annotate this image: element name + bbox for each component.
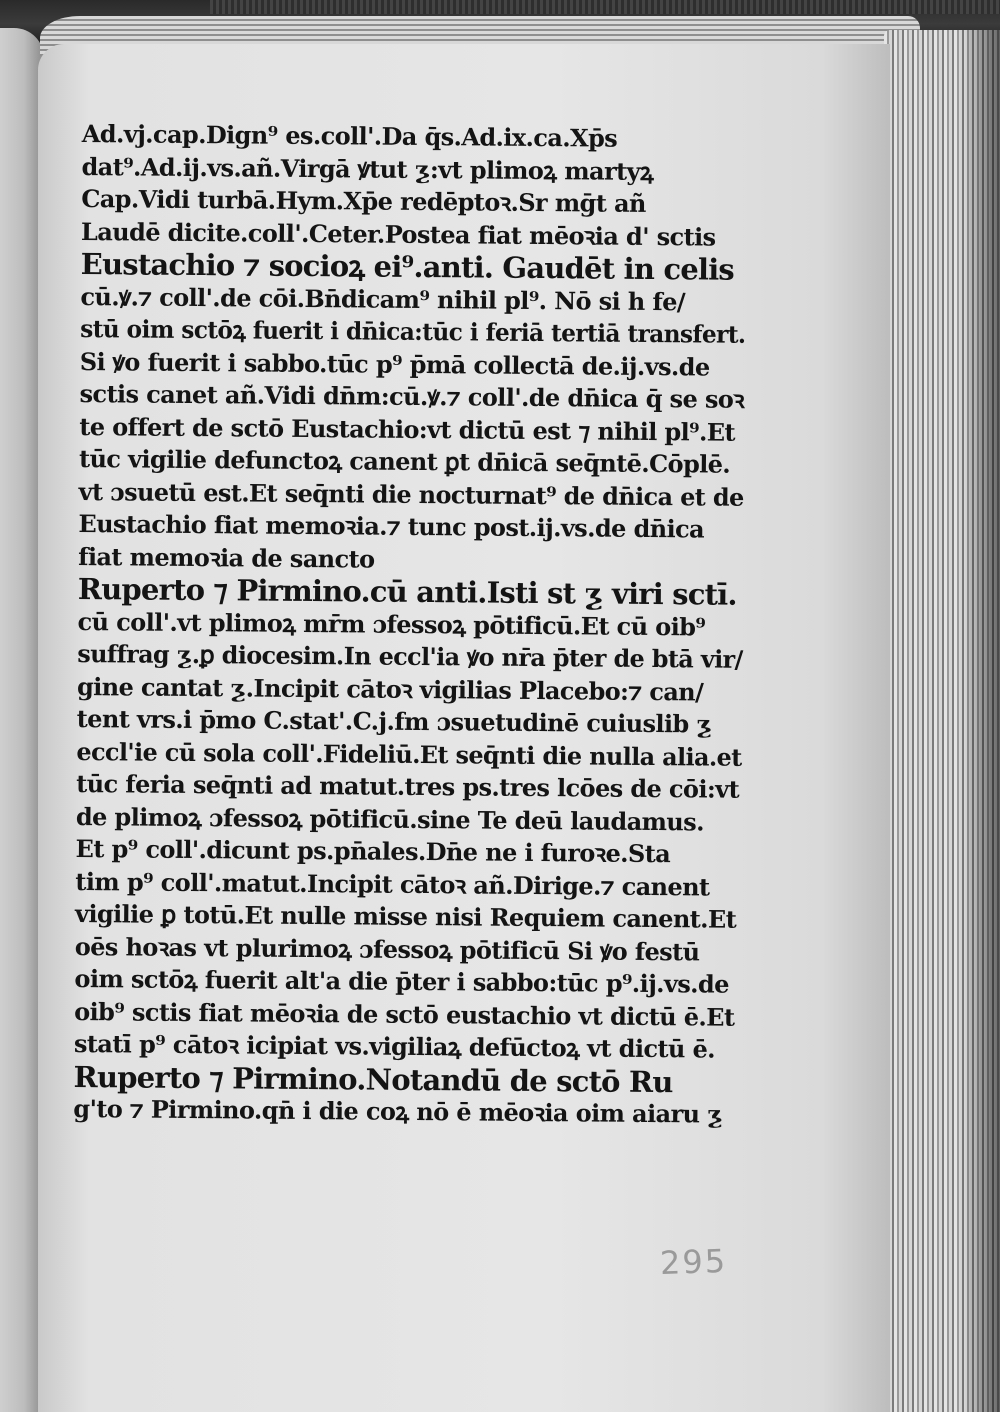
text-line: gine cantat ƺ.Incipit cātoꝛ vigilias Placebo:⁊ can/ [76, 671, 704, 706]
text-line: tent vrs.i p̄mo C.stat'.C.j.fm ɔsuetudinē cuiuslib ƺ [76, 703, 712, 739]
text-line: oib⁹ sctis fiat mēoꝛia de sctō eustachio vt dictū ē.Et [74, 996, 735, 1032]
text-line: Ruperto ⁊ Pirmino.Notandū de sctō Ru [73, 1059, 673, 1099]
text-line: Eustachio ⁊ socioꝝ ei⁹.anti. Gaudēt in celis [80, 246, 735, 287]
text-line: g'to ⁊ Pirmino.qn̄ i die coꝝ nō ē mēoꝛia oim aiaru ƺ [73, 1093, 723, 1129]
text-line: tūc vigilie defunctoꝝ canent ꝑt dn̄icā seq̄ntē.Cōplē. [78, 443, 731, 479]
text-line: vigilie ꝑ totū.Et nulle misse nisi Requiem canent.Et [74, 898, 737, 934]
text-line: eccl'ie cū sola coll'.Fideliū.Et seq̄nti die nulla alia.et [76, 736, 742, 772]
text-line: statī p⁹ cātoꝛ icipiat vs.vigiliaꝝ defūctoꝝ vt dictū ē. [73, 1028, 716, 1064]
text-line: de plimoꝝ ɔfessoꝝ pōtificū.sine Te deū laudamus. [75, 801, 705, 836]
text-line: stū oim sctōꝝ fuerit i dn̄ica:tūc i feriā tertiā transfert. [80, 313, 746, 349]
text-line: vt ɔsuetū est.Et seq̄nti die nocturnat⁹ de dn̄ica et de [78, 476, 744, 512]
text-line: tim p⁹ coll'.matut.Incipit cātoꝛ añ.Dirige.⁊ canent [75, 866, 710, 902]
text-line: sctis canet añ.Vidi dn̄m:cū.ꝟ.⁊ coll'.de dn̄ica q̄ se soꝛ [79, 378, 745, 414]
folio-number: 295 [659, 1241, 728, 1283]
text-line: Si ꝟo fuerit i sabbo.tūc p⁹ p̄mā collectā de.ij.vs.de [79, 346, 710, 381]
text-line: suffrag ƺ.ꝑ diocesim.In eccl'ia ꝟo nr̄a p̄ter de btā vir/ [77, 638, 743, 674]
text-line: Ad.vj.cap.Dign⁹ es.coll'.Da q̄s.Ad.ix.ca.Xp̄s [81, 118, 618, 153]
text-line: te offert de sctō Eustachio:vt dictū est ⁊ nihil pl⁹.Et [79, 411, 736, 447]
text-line: Ruperto ⁊ Pirmino.cū anti.Isti st ƺ viri sctī. [77, 571, 737, 612]
text-line: oim sctōꝝ fuerit alt'a die p̄ter i sabbo:tūc p⁹.ij.vs.de [74, 963, 729, 999]
text-line: Laudē dicite.coll'.Ceter.Postea fiat mēoꝛia d' sctis [80, 216, 716, 252]
text-line: cū coll'.vt plimoꝝ mr̄m ɔfessoꝝ pōtificū.Et cū oib⁹ [77, 606, 706, 641]
text-line: cū.ꝟ.⁊ coll'.de cōi.Bn̄dicam⁹ nihil pl⁹. Nō si h fe/ [80, 281, 686, 316]
text-line: dat⁹.Ad.ij.vs.añ.Virgā ꝟtut ƺ:vt plimoꝝ martyꝝ [81, 151, 654, 186]
text-line: Cap.Vidi turbā.Hym.Xp̄e redēptoꝛ.Sr mḡt añ [81, 183, 646, 218]
text-line: fiat memoꝛia de sancto [78, 541, 375, 574]
text-line: oēs hoꝛas vt plurimoꝝ ɔfessoꝝ pōtificū Si ꝟo festū [74, 931, 700, 966]
text-line: Eustachio fiat memoꝛia.⁊ tunc post.ij.vs.de dn̄ica [78, 508, 705, 544]
text-line: tūc feria seq̄nti ad matut.tres ps.tres lcōes de cōi:vt [76, 768, 740, 804]
text-line: Et p⁹ coll'.dicunt ps.pn̄ales.Dn̄e ne i furoꝛe.Sta [75, 833, 671, 869]
body-text [73, 118, 747, 1131]
fore-edge-pages [884, 30, 1000, 1412]
